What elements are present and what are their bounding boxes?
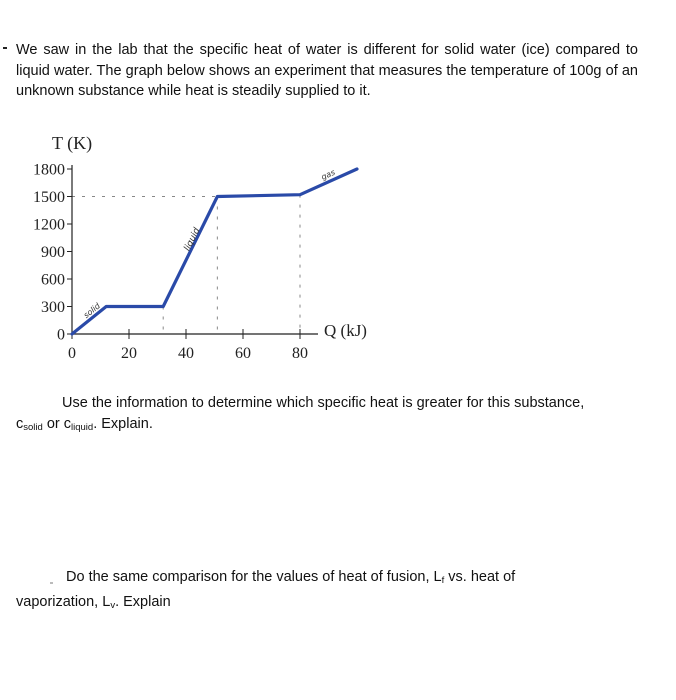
fusion-subscript: f: [441, 575, 445, 586]
y-tick-label: 1800: [33, 161, 65, 179]
liquid-subscript: liquid: [71, 421, 94, 433]
region-label-liquid: liquid: [182, 226, 203, 253]
chart-axes: [33, 133, 367, 362]
question-1-suffix: . Explain.: [93, 415, 153, 432]
vaporization-subscript: v: [110, 599, 116, 611]
fusion-tail: vs. heat of: [444, 569, 516, 585]
question-2-line-1: [16, 567, 640, 592]
y-tick-label: 300: [41, 299, 65, 316]
solid-subscript: solid: [23, 421, 43, 433]
question-2: [16, 567, 640, 616]
x-tick-label: 60: [235, 345, 251, 362]
region-label-solid: solid: [81, 301, 103, 321]
y-tick-label: 900: [41, 244, 65, 261]
bullet-mark: [3, 47, 7, 49]
vaporization-tail: . Explain: [115, 593, 171, 610]
chart-guides: [72, 195, 300, 334]
y-tick-label: 0: [57, 326, 65, 344]
c-letter-liquid: c: [63, 415, 72, 432]
x-tick-label: 40: [178, 345, 194, 362]
fusion-text: Do the same comparison for the values of heat of fusion, L: [66, 569, 442, 585]
question-1-line-1: Use the information to determine which specific heat is greater for this substance,: [62, 395, 585, 411]
y-tick-label: 1500: [33, 189, 65, 206]
temperature-heat-chart: [0, 125, 676, 375]
vaporization-text: vaporization, L: [16, 593, 111, 610]
x-tick-label: 80: [292, 345, 308, 362]
x-tick-label: 20: [121, 345, 137, 362]
x-axis-title: Q (kJ): [324, 321, 367, 340]
y-tick-label: 1200: [33, 216, 65, 234]
question-1-line-2: [16, 414, 640, 439]
question-1: [16, 393, 640, 438]
or-word: or: [46, 415, 60, 432]
chart-series: [72, 169, 357, 334]
temperature-line: [72, 169, 357, 334]
y-axis-title: T (K): [52, 133, 93, 153]
question-2-line-2: [16, 592, 640, 617]
x-tick-label: 0: [68, 345, 76, 362]
region-label-gas: gas: [319, 167, 337, 182]
intro-paragraph: We saw in the lab that the specific heat of water is different for solid water (ice) compared to liquid water. The graph below shows an experiment that measures the temperature of 100g of an unknown substance while heat is steadily supplied to it.: [16, 42, 638, 99]
chart-labels: [82, 168, 337, 320]
c-letter-solid: c: [16, 415, 24, 432]
y-tick-label: 600: [41, 271, 65, 289]
